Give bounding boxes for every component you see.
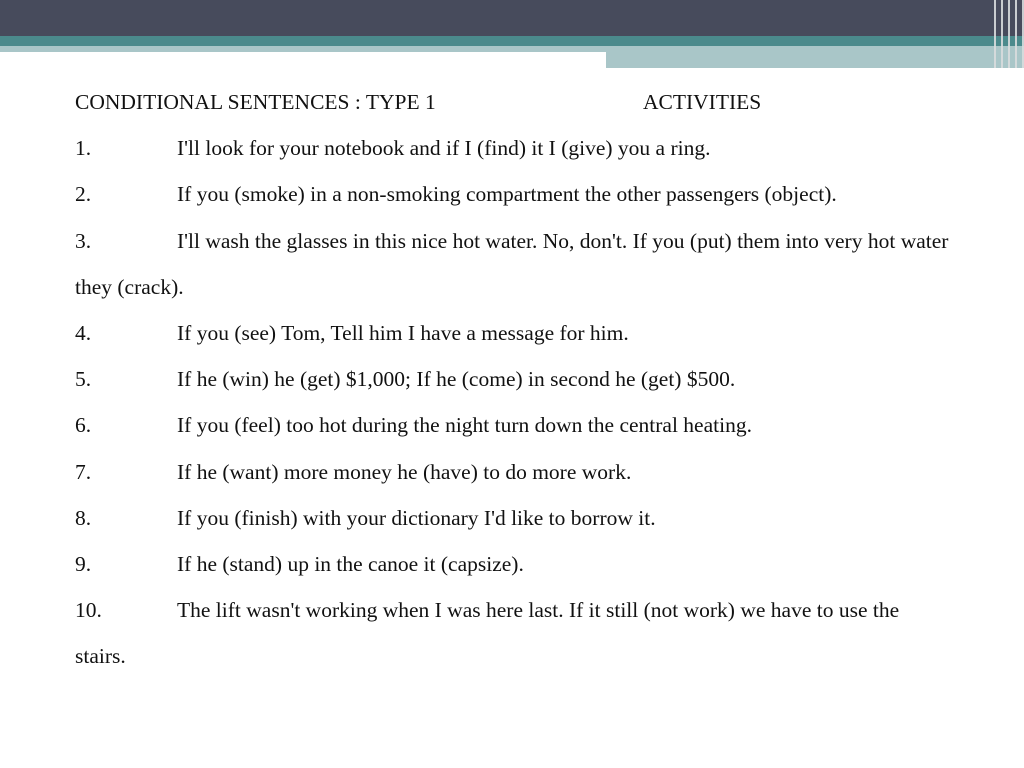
exercise-item	[75, 495, 955, 541]
exercise-item	[75, 402, 955, 448]
item-number: 8.	[75, 505, 92, 530]
exercise-item	[75, 541, 955, 587]
slide-subtitle: ACTIVITIES	[643, 90, 762, 114]
item-number: 5.	[75, 367, 92, 392]
item-text: If he (stand) up in the canoe it (capsize).	[177, 552, 524, 577]
item-number: 9.	[75, 552, 92, 577]
stripe	[1008, 0, 1010, 68]
item-text: I'll wash the glasses in this nice hot water. No, don't. If you (put) them into very hot water they (crack).	[75, 228, 949, 299]
item-text: If he (win) he (get) $1,000; If he (come) in second he (get) $500.	[177, 367, 736, 392]
title-line	[75, 79, 955, 125]
stripe	[1015, 0, 1017, 68]
exercise-item	[75, 310, 955, 356]
slide-title: CONDITIONAL SENTENCES : TYPE 1	[75, 90, 436, 114]
item-text: The lift wasn't working when I was here last. If it still (not work) we have to use the stairs.	[75, 598, 900, 669]
item-number: 6.	[75, 413, 92, 438]
item-text: If you (see) Tom, Tell him I have a message for him.	[177, 321, 629, 346]
header-dark-band	[0, 0, 1024, 36]
item-text: If he (want) more money he (have) to do more work.	[177, 459, 632, 484]
item-text: If you (finish) with your dictionary I'd like to borrow it.	[177, 505, 656, 530]
item-text: I'll look for your notebook and if I (find) it I (give) you a ring.	[177, 136, 711, 161]
item-number: 3.	[75, 228, 92, 253]
header-teal-band	[0, 36, 1024, 46]
item-number: 1.	[75, 136, 92, 161]
exercise-item	[75, 449, 955, 495]
item-number: 4.	[75, 321, 92, 346]
item-text: If you (feel) too hot during the night turn down the central heating.	[177, 413, 752, 438]
stripe	[994, 0, 996, 68]
slide-body	[75, 79, 955, 680]
item-number: 7.	[75, 459, 92, 484]
header-light-block	[606, 46, 1024, 68]
stripe	[1001, 0, 1003, 68]
header-light-strip	[0, 46, 606, 52]
header-vertical-stripes	[994, 0, 1024, 68]
item-number: 10.	[75, 598, 102, 623]
exercise-item	[75, 171, 955, 217]
item-text: If you (smoke) in a non-smoking compartment the other passengers (object).	[177, 182, 837, 207]
exercise-item	[75, 125, 955, 171]
item-number: 2.	[75, 182, 92, 207]
exercise-item	[75, 356, 955, 402]
exercise-item	[75, 218, 955, 310]
exercise-item	[75, 587, 955, 679]
